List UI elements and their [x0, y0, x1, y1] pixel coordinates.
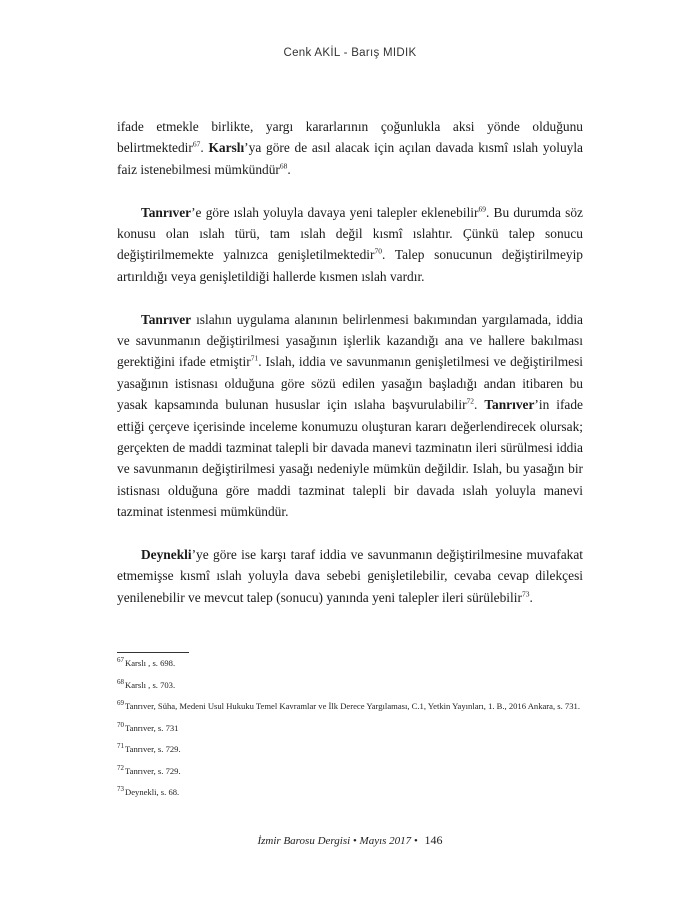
text-run: . Talep sonucunun değiştirilmeyip artırıldığı veya genişletildiği hallerde kısmen ıslah vardır. — [117, 247, 583, 284]
footnote — [117, 700, 583, 712]
footnote-number: 68 — [117, 677, 124, 686]
footnote-text: Tanrıver, s. 731 — [125, 722, 179, 733]
footnote-text: Tanrıver, Süha, Medeni Usul Hukuku Temel Kavramlar ve İlk Derece Yargılaması, C.1, Yetkin Yayınları, 1. B., 2016 Ankara, s. 731. — [125, 701, 580, 711]
footnote-number: 69 — [117, 699, 124, 708]
footnote-ref: 67 — [192, 139, 201, 149]
journal-name: İzmir Barosu Dergisi • Mayıs 2017 • — [257, 835, 418, 847]
footnote — [117, 679, 583, 691]
text-run: ıslahın uygulama alanının belirlenmesi bakımından yargılamada, iddia ve savunmanın değiştirilmesi yasağının işlerlik kazandığı ana ve hallere bakılması gerektiğini ifade etmiştir — [117, 311, 583, 370]
text-run: . — [200, 140, 209, 156]
footnotes — [117, 657, 583, 808]
paragraph — [117, 202, 583, 288]
footnote — [117, 786, 583, 798]
paragraph — [117, 309, 583, 523]
footnote-ref: 73 — [521, 589, 530, 599]
footnote-ref: 72 — [466, 396, 475, 406]
page-footer — [230, 833, 470, 848]
text-run: . — [287, 161, 291, 177]
footnote-number: 73 — [117, 785, 124, 794]
paragraph — [117, 544, 583, 608]
footnote-ref: 71 — [250, 353, 259, 363]
footnote — [117, 743, 583, 755]
footnote-text: Karslı , s. 698. — [125, 658, 176, 668]
footnote-ref: 69 — [478, 204, 486, 214]
author-name: Deynekli — [141, 547, 192, 563]
footnote-text: Tanrıver, s. 729. — [125, 765, 181, 776]
footnote — [117, 765, 583, 777]
author-name: Tanrıver — [141, 311, 192, 327]
footnote-text: Karslı , s. 703. — [125, 679, 176, 690]
text-run: . — [474, 397, 485, 413]
body-text — [117, 116, 583, 608]
footnote-text: Deynekli, s. 68. — [125, 787, 180, 797]
footnote-text: Tanrıver, s. 729. — [125, 744, 181, 754]
page-number: 146 — [424, 833, 443, 847]
footnote-number: 71 — [117, 742, 124, 751]
footnote — [117, 657, 583, 669]
text-run: . — [529, 589, 533, 605]
footnote-ref: 70 — [374, 246, 382, 256]
author-name: Tanrıver — [484, 397, 535, 413]
footnote-number: 72 — [117, 763, 124, 772]
running-head: Cenk AKİL - Barış MIDIK — [283, 47, 417, 59]
footnote-separator — [117, 652, 189, 653]
text-run: . Islah, iddia ve savunmanın genişletilmesi ve değiştirilmesi yasağının istisnası olduğuna göre sözü edilen yasağın başladığı andan itibaren bu yasak kapsamında bulunan hususlar için ıslaha başvurulabilir — [117, 354, 583, 413]
footnote-number: 70 — [117, 720, 124, 729]
footnote-ref: 68 — [279, 161, 288, 171]
text-run: ’ya göre de asıl alacak için açılan davada kısmî ıslah yoluyla faiz istenebilmesi mümkündür — [117, 140, 583, 177]
text-run: . Bu durumda söz konusu olan ıslah türü, tam ıslah değil kısmî ıslahtır. Çünkü talep sonucu değiştirilmemekte yalnızca genişletilmektedir — [117, 204, 583, 263]
text-run: ifade etmekle birlikte, yargı kararlarının çoğunlukla aksi yönde olduğunu belirtmektedir — [117, 119, 583, 156]
footnote — [117, 722, 583, 734]
text-run: ’e göre ıslah yoluyla davaya yeni talepler eklenebilir — [191, 204, 479, 220]
author-name: Karslı — [208, 140, 245, 156]
footnote-number: 67 — [117, 656, 124, 665]
paragraph — [117, 116, 583, 180]
author-name: Tanrıver — [141, 204, 192, 220]
text-run: ’in ifade ettiği çerçeve içerisinde inceleme konumuzu oluşturan kararı değerlendirecek olursak; gerçekten de maddi tazminat talepli bir davada manevi tazminatın ileri sürülmesi iddia ve savunmanın değiştirilmesi yasağı nedeniyle mümkün değildir. Islah, bu yasağın bir istisnası olduğuna göre maddi tazminat talepli bir davada ıslah yoluyla manevi tazminat istenmesi mümkündür. — [117, 397, 583, 520]
text-run: ’ye göre ise karşı taraf iddia ve savunmanın değiştirilmesine muvafakat etmemişse kısmî ıslah yoluyla dava sebebi genişletilebilir, cevaba cevap dilekçesi yenilenebilir ve mevcut talep (sonucu) yanında yeni talepler ileri sürülebilir — [117, 547, 583, 605]
